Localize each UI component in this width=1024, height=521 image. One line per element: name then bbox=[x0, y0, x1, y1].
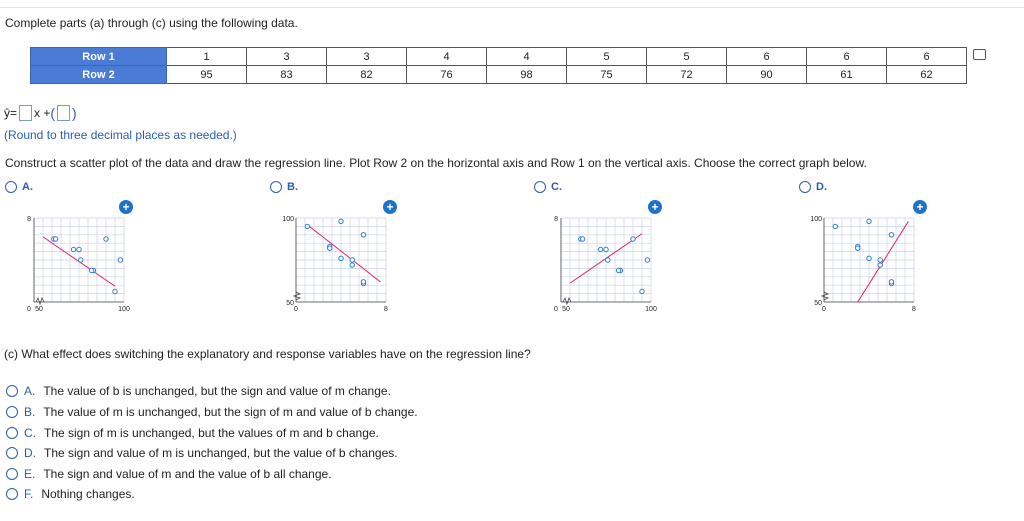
data-point bbox=[645, 258, 649, 262]
table-row bbox=[31, 48, 967, 66]
regression-equation bbox=[4, 105, 77, 121]
data-point bbox=[580, 237, 584, 241]
choice-letter: F. bbox=[24, 487, 34, 501]
data-point bbox=[889, 233, 893, 237]
data-point bbox=[71, 247, 75, 251]
data-point bbox=[598, 247, 602, 251]
choice-text: The value of m is unchanged, but the sign of m and value of b change. bbox=[43, 405, 418, 419]
table-row bbox=[31, 66, 967, 84]
data-point bbox=[878, 263, 882, 267]
data-point bbox=[339, 256, 343, 260]
table-cell: 6 bbox=[807, 48, 887, 66]
table-cell: 82 bbox=[327, 66, 407, 84]
data-point bbox=[305, 224, 309, 228]
data-point bbox=[640, 289, 644, 293]
choice-text: Nothing changes. bbox=[41, 487, 135, 501]
table-cell: 6 bbox=[727, 48, 807, 66]
radio-icon[interactable] bbox=[270, 181, 282, 193]
row1-label: Row 1 bbox=[31, 48, 167, 66]
data-point bbox=[878, 258, 882, 262]
table-cell: 76 bbox=[407, 66, 487, 84]
table-cell: 4 bbox=[407, 48, 487, 66]
table-cell: 62 bbox=[887, 66, 967, 84]
intercept-input[interactable] bbox=[57, 105, 70, 121]
data-point bbox=[867, 256, 871, 260]
x-tick-label: 50 bbox=[35, 306, 43, 313]
data-point bbox=[339, 219, 343, 223]
scatter-plot-d bbox=[808, 212, 928, 320]
graph-option-d[interactable] bbox=[799, 181, 827, 193]
data-point bbox=[604, 247, 608, 251]
scatter-plot-a bbox=[18, 212, 138, 320]
open-paren: ( bbox=[50, 105, 56, 121]
table-cell: 98 bbox=[487, 66, 567, 84]
choice-letter: E. bbox=[24, 467, 36, 481]
x-tick-label: 0 bbox=[27, 306, 31, 313]
data-point bbox=[77, 247, 81, 251]
regression-line bbox=[858, 221, 909, 302]
data-point bbox=[833, 224, 837, 228]
table-cell: 4 bbox=[487, 48, 567, 66]
data-point bbox=[889, 280, 893, 284]
table-cell: 95 bbox=[167, 66, 247, 84]
regression-line bbox=[307, 225, 380, 282]
x-tick-label: 0 bbox=[822, 306, 826, 313]
table-cell: 5 bbox=[647, 48, 727, 66]
option-label: B. bbox=[287, 181, 298, 193]
y-tick-label: 8 bbox=[554, 216, 558, 223]
choice-e[interactable] bbox=[6, 467, 332, 481]
construct-instruction: Construct a scatter plot of the data and draw the regression line. Plot Row 2 on the horizontal axis and Row 1 on the vertical axis. Choose the correct graph below. bbox=[5, 156, 867, 170]
choice-text: The sign of m is unchanged, but the values of m and b change. bbox=[44, 426, 379, 440]
close-paren: ) bbox=[72, 105, 77, 121]
top-divider bbox=[0, 7, 1024, 8]
radio-icon[interactable] bbox=[6, 468, 18, 480]
graph-option-a[interactable] bbox=[5, 181, 33, 193]
axis-break bbox=[294, 292, 300, 300]
table-cell: 90 bbox=[727, 66, 807, 84]
radio-icon[interactable] bbox=[6, 447, 18, 459]
graph-option-b[interactable] bbox=[270, 181, 298, 193]
choice-text: The value of b is unchanged, but the sign and value of m change. bbox=[43, 384, 391, 398]
x-tick-label: 0 bbox=[294, 306, 298, 313]
data-point bbox=[89, 268, 93, 272]
choice-a[interactable] bbox=[6, 384, 391, 398]
choice-d[interactable] bbox=[6, 446, 398, 460]
data-point bbox=[350, 258, 354, 262]
radio-icon[interactable] bbox=[799, 181, 811, 193]
table-cell: 3 bbox=[327, 48, 407, 66]
table-cell: 83 bbox=[247, 66, 327, 84]
y-tick-label: 50 bbox=[814, 300, 822, 307]
data-point bbox=[361, 233, 365, 237]
data-point bbox=[79, 258, 83, 262]
zoom-icon[interactable]: + bbox=[913, 200, 927, 214]
x-tick-label: 8 bbox=[912, 306, 916, 313]
part-c-question: (c) What effect does switching the explanatory and response variables have on the regression line? bbox=[4, 347, 531, 361]
table-cell: 1 bbox=[167, 48, 247, 66]
data-point bbox=[113, 289, 117, 293]
radio-icon[interactable] bbox=[5, 181, 17, 193]
data-point bbox=[856, 246, 860, 250]
radio-icon[interactable] bbox=[6, 488, 18, 500]
data-point bbox=[361, 280, 365, 284]
table-cell: 72 bbox=[647, 66, 727, 84]
radio-icon[interactable] bbox=[534, 181, 546, 193]
data-table bbox=[30, 47, 967, 84]
x-tick-label: 0 bbox=[554, 306, 558, 313]
choice-f[interactable] bbox=[6, 487, 135, 501]
choice-c[interactable] bbox=[6, 426, 379, 440]
yhat-label: ŷ= bbox=[4, 106, 18, 120]
zoom-icon[interactable]: + bbox=[119, 200, 133, 214]
data-point bbox=[104, 237, 108, 241]
choice-letter: A. bbox=[24, 384, 36, 398]
table-cell: 5 bbox=[567, 48, 647, 66]
table-cell: 61 bbox=[807, 66, 887, 84]
data-point bbox=[118, 258, 122, 262]
data-point bbox=[53, 237, 57, 241]
slope-input[interactable] bbox=[19, 105, 32, 121]
choice-letter: C. bbox=[24, 426, 36, 440]
data-point bbox=[616, 268, 620, 272]
choice-letter: B. bbox=[24, 405, 36, 419]
round-note: (Round to three decimal places as needed.) bbox=[4, 128, 237, 142]
x-plus-label: x + bbox=[34, 106, 51, 120]
choice-letter: D. bbox=[24, 446, 36, 460]
x-tick-label: 50 bbox=[562, 306, 570, 313]
y-tick-label: 8 bbox=[27, 216, 31, 223]
option-label: D. bbox=[816, 181, 827, 193]
option-label: A. bbox=[22, 181, 33, 193]
table-cell: 75 bbox=[567, 66, 647, 84]
x-tick-label: 100 bbox=[645, 306, 657, 313]
radio-icon[interactable] bbox=[6, 406, 18, 418]
graph-option-c[interactable] bbox=[534, 181, 562, 193]
y-tick-label: 100 bbox=[810, 216, 822, 223]
zoom-icon[interactable]: + bbox=[648, 200, 662, 214]
data-point bbox=[328, 246, 332, 250]
table-cell: 6 bbox=[887, 48, 967, 66]
zoom-icon[interactable]: + bbox=[383, 200, 397, 214]
data-point bbox=[867, 219, 871, 223]
data-point bbox=[631, 237, 635, 241]
scatter-plot-c bbox=[545, 212, 665, 320]
radio-icon[interactable] bbox=[6, 385, 18, 397]
axis-break bbox=[822, 292, 828, 300]
copy-data-icon[interactable] bbox=[973, 49, 986, 60]
choice-b[interactable] bbox=[6, 405, 418, 419]
scatter-plot-b bbox=[280, 212, 400, 320]
y-tick-label: 100 bbox=[282, 216, 294, 223]
x-tick-label: 8 bbox=[384, 306, 388, 313]
table-cell: 3 bbox=[247, 48, 327, 66]
option-label: C. bbox=[551, 181, 562, 193]
instruction-text: Complete parts (a) through (c) using the following data. bbox=[5, 16, 298, 30]
data-point bbox=[606, 258, 610, 262]
x-tick-label: 100 bbox=[118, 306, 130, 313]
choice-text: The sign and value of m is unchanged, but the value of b changes. bbox=[44, 446, 398, 460]
data-point bbox=[350, 263, 354, 267]
choice-text: The sign and value of m and the value of b all change. bbox=[43, 467, 332, 481]
radio-icon[interactable] bbox=[6, 427, 18, 439]
y-tick-label: 50 bbox=[286, 300, 294, 307]
row2-label: Row 2 bbox=[31, 66, 167, 84]
